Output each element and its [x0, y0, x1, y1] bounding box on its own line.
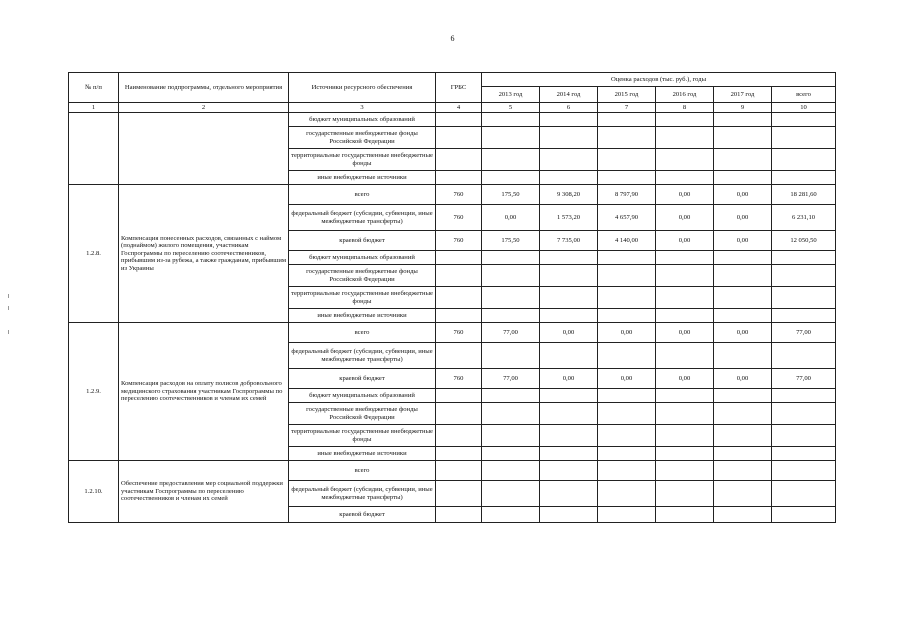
value-2017: 0,00	[714, 323, 772, 343]
column-number: 9	[714, 103, 772, 113]
value-total: 12 050,50	[772, 231, 836, 251]
grbs-cell: 760	[436, 323, 482, 343]
value-total	[772, 265, 836, 287]
value-2013: 77,00	[482, 369, 540, 389]
value-2013: 0,00	[482, 205, 540, 231]
value-2016	[656, 127, 714, 149]
header-grbs: ГРБС	[436, 73, 482, 103]
value-total	[772, 149, 836, 171]
value-2017	[714, 171, 772, 185]
value-2015	[598, 507, 656, 523]
grbs-cell	[436, 461, 482, 481]
value-2017	[714, 343, 772, 369]
column-number: 8	[656, 103, 714, 113]
value-2015: 8 797,90	[598, 185, 656, 205]
value-2014	[540, 149, 598, 171]
value-2016: 0,00	[656, 369, 714, 389]
value-total	[772, 507, 836, 523]
source-cell: всего	[289, 185, 436, 205]
value-2017	[714, 389, 772, 403]
column-number: 7	[598, 103, 656, 113]
grbs-cell	[436, 389, 482, 403]
value-2017	[714, 461, 772, 481]
value-total: 77,00	[772, 323, 836, 343]
item-number-cell	[69, 113, 119, 185]
value-2015	[598, 149, 656, 171]
column-numbers-row	[69, 103, 836, 113]
value-2017	[714, 287, 772, 309]
value-2014	[540, 403, 598, 425]
source-cell: государственные внебюджетные фонды Российской Федерации	[289, 403, 436, 425]
value-2017	[714, 265, 772, 287]
value-2013: 175,50	[482, 185, 540, 205]
value-total: 18 281,60	[772, 185, 836, 205]
value-2015	[598, 309, 656, 323]
item-number: 1.2.10.	[69, 461, 119, 523]
value-total	[772, 343, 836, 369]
table-row	[69, 113, 836, 127]
value-2015	[598, 447, 656, 461]
value-2014	[540, 343, 598, 369]
source-cell: краевой бюджет	[289, 369, 436, 389]
column-number: 1	[69, 103, 119, 113]
header-year: 2014 год	[540, 87, 598, 103]
grbs-cell	[436, 343, 482, 369]
source-cell: федеральный бюджет (субсидии, субвенции, иные межбюджетные трансферты)	[289, 205, 436, 231]
value-2016: 0,00	[656, 231, 714, 251]
value-2016: 0,00	[656, 205, 714, 231]
header-source: Источники ресурсного обеспечения	[289, 73, 436, 103]
value-2014: 1 573,20	[540, 205, 598, 231]
budget-table	[68, 72, 836, 523]
value-2014	[540, 425, 598, 447]
value-2017	[714, 251, 772, 265]
header-num: № п/п	[69, 73, 119, 103]
value-2014	[540, 461, 598, 481]
source-cell: территориальные государственные внебюджетные фонды	[289, 287, 436, 309]
value-2015: 4 140,00	[598, 231, 656, 251]
header-estimate: Оценка расходов (тыс. руб.), годы	[482, 73, 836, 87]
value-2016	[656, 251, 714, 265]
value-2015	[598, 287, 656, 309]
table-row	[69, 461, 836, 481]
source-cell: иные внебюджетные источники	[289, 447, 436, 461]
value-2016	[656, 171, 714, 185]
grbs-cell	[436, 251, 482, 265]
value-2014	[540, 171, 598, 185]
grbs-cell	[436, 481, 482, 507]
value-total	[772, 425, 836, 447]
source-cell: территориальные государственные внебюджетные фонды	[289, 149, 436, 171]
value-2015: 0,00	[598, 323, 656, 343]
value-2017: 0,00	[714, 231, 772, 251]
table-header	[69, 73, 836, 113]
value-2015	[598, 265, 656, 287]
grbs-cell: 760	[436, 369, 482, 389]
value-total	[772, 171, 836, 185]
value-total	[772, 389, 836, 403]
item-name: Компенсация понесенных расходов, связанных с наймом (поднаймом) жилого помещения, участникам Госпрограммы по переселению соотечественников, прибывшим из-за рубежа, а также гражданам, прибывшим из Украины	[119, 185, 289, 323]
value-2014: 9 308,20	[540, 185, 598, 205]
value-2014	[540, 481, 598, 507]
header-name: Наименование подпрограммы, отдельного мероприятия	[119, 73, 289, 103]
source-cell: бюджет муниципальных образований	[289, 113, 436, 127]
value-2017	[714, 113, 772, 127]
column-number: 10	[772, 103, 836, 113]
value-2017	[714, 309, 772, 323]
source-cell: краевой бюджет	[289, 231, 436, 251]
grbs-cell	[436, 287, 482, 309]
value-2016	[656, 113, 714, 127]
value-2013	[482, 461, 540, 481]
table-row	[69, 323, 836, 343]
source-cell: федеральный бюджет (субсидии, субвенции, иные межбюджетные трансферты)	[289, 343, 436, 369]
grbs-cell	[436, 149, 482, 171]
value-2015	[598, 251, 656, 265]
value-2017: 0,00	[714, 205, 772, 231]
value-2016	[656, 447, 714, 461]
value-total	[772, 447, 836, 461]
value-2014: 0,00	[540, 369, 598, 389]
value-2013	[482, 287, 540, 309]
value-2013	[482, 447, 540, 461]
value-2015	[598, 171, 656, 185]
value-2015	[598, 343, 656, 369]
value-2013	[482, 425, 540, 447]
grbs-cell	[436, 309, 482, 323]
item-name-cell	[119, 113, 289, 185]
value-2015: 4 657,90	[598, 205, 656, 231]
value-2013	[482, 343, 540, 369]
value-total	[772, 461, 836, 481]
value-2016	[656, 149, 714, 171]
grbs-cell	[436, 113, 482, 127]
margin-mark	[8, 306, 9, 310]
value-2014: 7 735,00	[540, 231, 598, 251]
source-cell: бюджет муниципальных образований	[289, 251, 436, 265]
header-year: 2016 год	[656, 87, 714, 103]
value-2015	[598, 127, 656, 149]
value-total	[772, 287, 836, 309]
value-2016	[656, 343, 714, 369]
value-2017: 0,00	[714, 185, 772, 205]
value-2013	[482, 171, 540, 185]
value-2013	[482, 309, 540, 323]
value-2016	[656, 265, 714, 287]
value-2013: 77,00	[482, 323, 540, 343]
source-cell: всего	[289, 461, 436, 481]
value-2016	[656, 389, 714, 403]
value-2013	[482, 481, 540, 507]
value-2013	[482, 507, 540, 523]
value-2014	[540, 447, 598, 461]
value-total	[772, 113, 836, 127]
source-cell: иные внебюджетные источники	[289, 171, 436, 185]
column-number: 5	[482, 103, 540, 113]
value-2017	[714, 127, 772, 149]
value-2013	[482, 149, 540, 171]
source-cell: иные внебюджетные источники	[289, 309, 436, 323]
header-year: 2015 год	[598, 87, 656, 103]
value-2016	[656, 403, 714, 425]
value-2013	[482, 127, 540, 149]
grbs-cell	[436, 171, 482, 185]
source-cell: государственные внебюджетные фонды Российской Федерации	[289, 127, 436, 149]
source-cell: краевой бюджет	[289, 507, 436, 523]
margin-mark	[8, 330, 9, 334]
source-cell: бюджет муниципальных образований	[289, 389, 436, 403]
grbs-cell	[436, 127, 482, 149]
value-2015	[598, 403, 656, 425]
value-2015	[598, 113, 656, 127]
value-2017	[714, 403, 772, 425]
value-2017	[714, 149, 772, 171]
value-2016	[656, 309, 714, 323]
value-2013	[482, 251, 540, 265]
table-row	[69, 185, 836, 205]
grbs-cell	[436, 425, 482, 447]
grbs-cell	[436, 507, 482, 523]
value-total	[772, 309, 836, 323]
value-2014	[540, 127, 598, 149]
value-2015	[598, 481, 656, 507]
item-name: Обеспечение предоставления мер социальной поддержки участникам Госпрограммы по переселению соотечественников и членам их семей	[119, 461, 289, 523]
item-number: 1.2.8.	[69, 185, 119, 323]
value-total: 6 231,10	[772, 205, 836, 231]
value-2013: 175,50	[482, 231, 540, 251]
value-total	[772, 251, 836, 265]
value-2016	[656, 481, 714, 507]
column-number: 4	[436, 103, 482, 113]
value-2016	[656, 425, 714, 447]
value-2017	[714, 507, 772, 523]
grbs-cell	[436, 265, 482, 287]
source-cell: территориальные государственные внебюджетные фонды	[289, 425, 436, 447]
source-cell: федеральный бюджет (субсидии, субвенции, иные межбюджетные трансферты)	[289, 481, 436, 507]
value-total: 77,00	[772, 369, 836, 389]
value-2015	[598, 425, 656, 447]
header-year: 2013 год	[482, 87, 540, 103]
value-2014	[540, 251, 598, 265]
margin-mark	[8, 294, 9, 298]
grbs-cell: 760	[436, 185, 482, 205]
value-2016	[656, 461, 714, 481]
grbs-cell: 760	[436, 205, 482, 231]
value-2014: 0,00	[540, 323, 598, 343]
value-2014	[540, 507, 598, 523]
value-2014	[540, 265, 598, 287]
value-2014	[540, 389, 598, 403]
value-2013	[482, 389, 540, 403]
value-2013	[482, 265, 540, 287]
value-2014	[540, 287, 598, 309]
source-cell: всего	[289, 323, 436, 343]
value-2013	[482, 403, 540, 425]
value-2015: 0,00	[598, 369, 656, 389]
column-number: 3	[289, 103, 436, 113]
source-cell: государственные внебюджетные фонды Российской Федерации	[289, 265, 436, 287]
value-total	[772, 481, 836, 507]
table-body	[69, 113, 836, 523]
value-2016: 0,00	[656, 323, 714, 343]
header-year: 2017 год	[714, 87, 772, 103]
value-2016	[656, 287, 714, 309]
grbs-cell: 760	[436, 231, 482, 251]
value-2015	[598, 461, 656, 481]
value-2016: 0,00	[656, 185, 714, 205]
value-2016	[656, 507, 714, 523]
header-total: всего	[772, 87, 836, 103]
value-2017	[714, 481, 772, 507]
value-2014	[540, 309, 598, 323]
value-2017	[714, 447, 772, 461]
value-2015	[598, 389, 656, 403]
value-2013	[482, 113, 540, 127]
value-total	[772, 403, 836, 425]
column-number: 6	[540, 103, 598, 113]
value-2014	[540, 113, 598, 127]
item-number: 1.2.9.	[69, 323, 119, 461]
value-total	[772, 127, 836, 149]
value-2017: 0,00	[714, 369, 772, 389]
grbs-cell	[436, 447, 482, 461]
column-number: 2	[119, 103, 289, 113]
item-name: Компенсация расходов на оплату полисов добровольного медицинского страхования участникам Госпрограммы по переселению соотечественников и членам их семей	[119, 323, 289, 461]
grbs-cell	[436, 403, 482, 425]
page-number: 6	[450, 34, 455, 43]
value-2017	[714, 425, 772, 447]
